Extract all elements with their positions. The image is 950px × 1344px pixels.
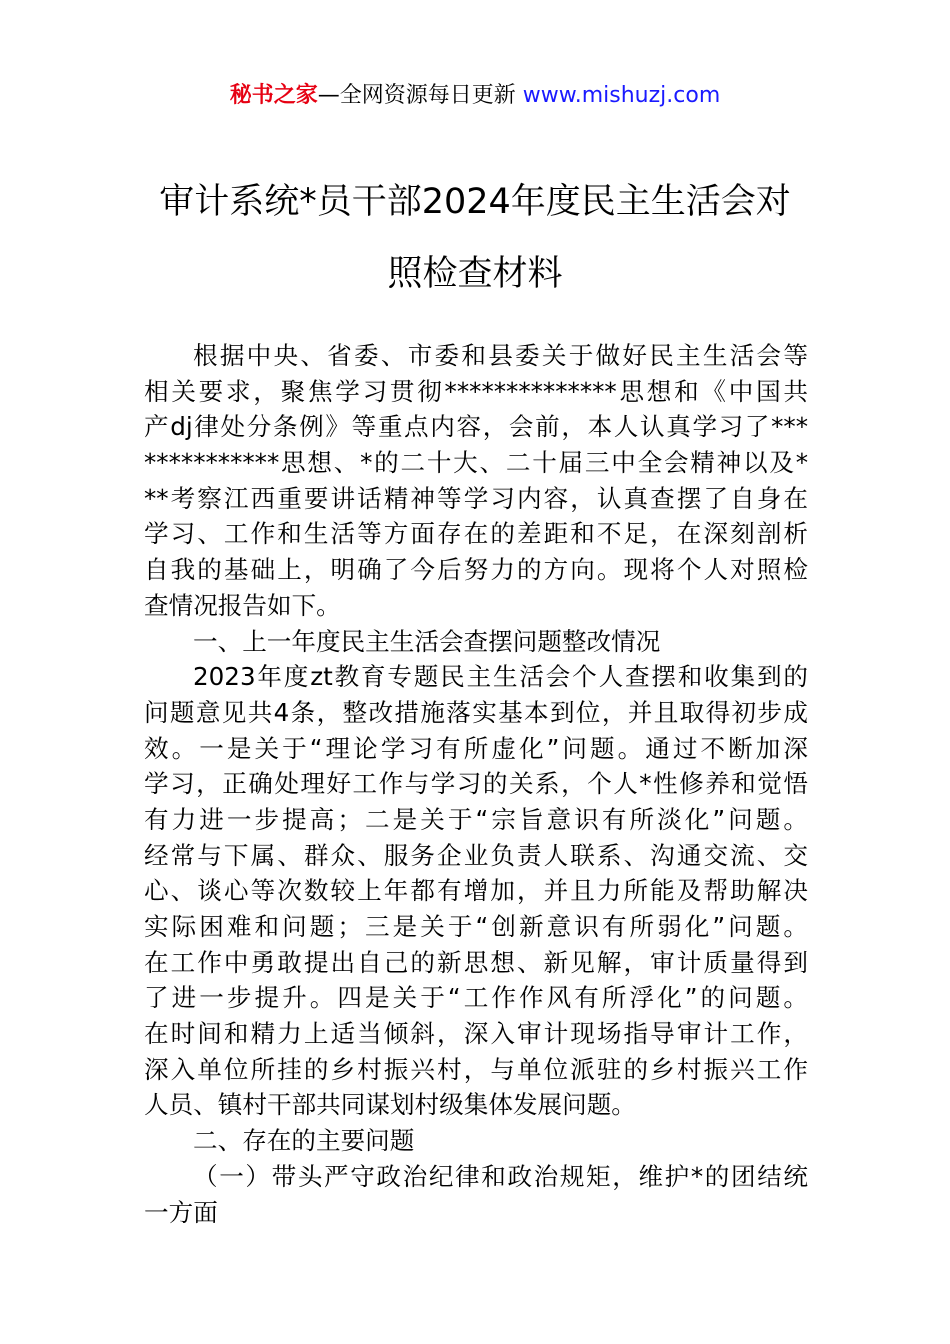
body-line: 产dj律处分条例》等重点内容，会前，本人认真学习了*** <box>144 412 808 442</box>
title-line-1: 审计系统*员干部2024年度民主生活会对 <box>159 182 791 222</box>
body-line: 学习，正确处理好工作与学习的关系，个人*性修养和觉悟 <box>144 769 808 799</box>
body-line: 人员、镇村干部共同谋划村级集体发展问题。 <box>144 1090 636 1120</box>
body-line: 深入单位所挂的乡村振兴村，与单位派驻的乡村振兴工作 <box>144 1054 808 1084</box>
document-body <box>144 338 808 1230</box>
body-line: 查情况报告如下。 <box>144 590 341 620</box>
body-line: 相关要求，聚焦学习贯彻**************思想和《中国共 <box>144 376 808 406</box>
title-line-2: 照检查材料 <box>387 254 563 294</box>
section-heading-2: 二、存在的主要问题 <box>193 1126 415 1156</box>
body-line: 自我的基础上，明确了今后努力的方向。现将个人对照检 <box>144 555 808 585</box>
site-header <box>0 80 950 112</box>
body-line: 一方面 <box>144 1197 218 1227</box>
subsection-heading: （一）带头严守政治纪律和政治规矩，维护*的团结统 <box>193 1161 808 1191</box>
body-line: 效。一是关于“理论学习有所虚化”问题。通过不断加深 <box>144 733 808 763</box>
body-line: 在时间和精力上适当倾斜，深入审计现场指导审计工作， <box>144 1019 808 1049</box>
body-line: 根据中央、省委、市委和县委关于做好民主生活会等 <box>193 341 808 370</box>
body-line: 问题意见共4条，整改措施落实基本到位，并且取得初步成 <box>144 697 808 727</box>
site-url-link[interactable]: www.mishuzj.com <box>522 83 721 108</box>
body-line: 在工作中勇敢提出自己的新思想、新见解，审计质量得到 <box>144 947 808 977</box>
body-line: 实际困难和问题；三是关于“创新意识有所弱化”问题。 <box>144 912 808 941</box>
body-line: ***********思想、*的二十大、二十届三中全会精神以及* <box>144 448 808 478</box>
body-line: 经常与下属、群众、服务企业负责人联系、沟通交流、交 <box>144 840 808 870</box>
brand-name: 秘书之家 <box>229 83 318 108</box>
document-title <box>120 166 830 310</box>
section-heading-1: 一、上一年度民主生活会查摆问题整改情况 <box>193 626 661 656</box>
body-line: **考察江西重要讲话精神等学习内容，认真查摆了自身在 <box>144 483 808 513</box>
body-line: 学习、工作和生活等方面存在的差距和不足，在深刻剖析 <box>144 519 808 549</box>
body-line: 了进一步提升。四是关于“工作作风有所浮化”的问题。 <box>144 983 808 1013</box>
body-line: 心、谈心等次数较上年都有增加，并且力所能及帮助解决 <box>144 876 808 906</box>
body-line: 2023年度zt教育专题民主生活会个人查摆和收集到的 <box>193 662 808 692</box>
body-line: 有力进一步提高；二是关于“宗旨意识有所淡化”问题。 <box>144 804 808 834</box>
header-tagline: —全网资源每日更新 <box>317 83 523 108</box>
